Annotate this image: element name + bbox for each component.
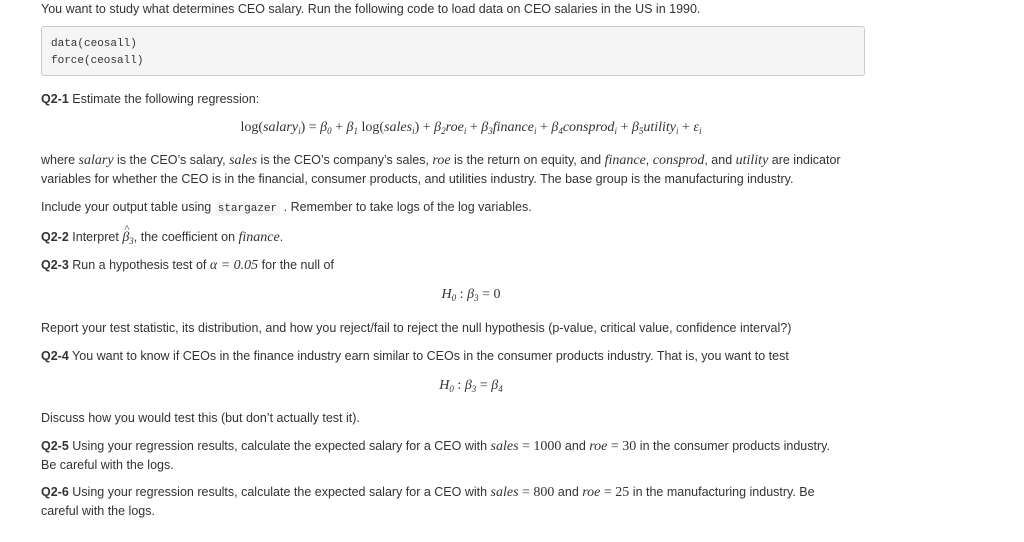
include-instruction [41, 198, 532, 218]
var-sales: sales [229, 153, 258, 168]
var-finance: finance [604, 153, 646, 168]
text-span: in the consumer products industry. [636, 439, 830, 453]
null-hypothesis-1: $H_0$ : $\beta_3 = 0$ [441, 287, 501, 303]
intro-text: You want to study what determines CEO salary. Run the following code to load data on CEO salaries in the US in 1990. [41, 2, 701, 16]
question-label: Q2-5 [41, 439, 69, 453]
question-q2-2 [41, 228, 283, 247]
var-salary: salary [78, 153, 114, 168]
text-span: is the CEO’s company’s sales, [257, 153, 433, 167]
var-consprod: consprod [652, 153, 705, 168]
text-span: , the coefficient on [133, 230, 239, 244]
var-utility: utility [735, 153, 769, 168]
variable-description [41, 151, 886, 188]
stargazer-code: stargazer [215, 202, 280, 216]
var-sales: sales [490, 439, 519, 454]
text-span: where [41, 153, 79, 167]
text-span: . [279, 230, 284, 244]
beta3-hat: ^ $\beta_3$ [122, 229, 133, 247]
var-roe: roe [432, 153, 451, 168]
alpha-value: α = 0.05 [209, 258, 259, 273]
text-span: Interpret [72, 230, 123, 244]
var-roe: roe [582, 485, 601, 500]
text-line: careful with the logs. [41, 504, 155, 518]
question-q2-5 [41, 437, 886, 474]
question-q2-3 [41, 256, 334, 275]
text-span: for the null of [258, 258, 334, 272]
text-span: Include your output table using [41, 200, 215, 214]
roe-value: = 25 [600, 485, 630, 500]
sales-value: = 800 [518, 485, 555, 500]
question-q2-4 [41, 347, 789, 365]
text-span: , and [704, 153, 736, 167]
text-span: . Remember to take logs of the log variables. [280, 200, 532, 214]
roe-value: = 30 [607, 439, 637, 454]
question-q2-1 [41, 90, 259, 108]
report-instruction: Report your test statistic, its distribution, and how you reject/fail to reject the null hypothesis (p-value, critical value, confidence interval?) [41, 321, 792, 335]
text-span: Using your regression results, calculate the expected salary for a CEO with [72, 439, 491, 453]
text-span: is the return on equity, and [450, 153, 605, 167]
sales-value: = 1000 [518, 439, 562, 454]
code-line: data(ceosall) [51, 38, 137, 50]
text-span: Run a hypothesis test of [72, 258, 210, 272]
text-span: in the manufacturing industry. Be [629, 485, 815, 499]
var-roe: roe [589, 439, 608, 454]
var-finance: finance [238, 230, 280, 245]
question-q2-6 [41, 483, 886, 520]
question-text: You want to know if CEOs in the finance industry earn similar to CEOs in the consumer products industry. That is, you want to test [72, 349, 789, 363]
question-label: Q2-2 [41, 230, 69, 244]
regression-equation: log(salary$_i$) = $\beta_0 + \beta_1$ log(sales$_i$) + $\beta_2roe_i$ + $\beta_3finance_i$ + $\beta_4consprod_i$ + $\beta_5utility_i + \varepsilon_i$ [240, 120, 702, 136]
null-hypothesis-2: $H_0$ : $\beta_3 = \beta_4$ [439, 378, 503, 394]
question-label: Q2-4 [41, 349, 69, 363]
discuss-instruction: Discuss how you would test this (but don’t actually test it). [41, 411, 360, 425]
var-sales: sales [490, 485, 519, 500]
question-label: Q2-6 [41, 485, 69, 499]
text-span: and [554, 485, 583, 499]
code-line: force(ceosall) [51, 55, 144, 67]
text-line: Be careful with the logs. [41, 458, 174, 472]
question-label: Q2-1 [41, 92, 69, 106]
question-label: Q2-3 [41, 258, 69, 272]
code-block[interactable] [41, 26, 865, 76]
text-span: Using your regression results, calculate the expected salary for a CEO with [72, 485, 491, 499]
text-span: , [645, 153, 653, 167]
text-span: and [561, 439, 590, 453]
question-text: Estimate the following regression: [72, 92, 260, 106]
text-span: is the CEO’s salary, [113, 153, 230, 167]
text-span: are indicator variables for whether the CEO is in the financial, consumer products, and utilities industry. The base group is the manufacturing industry. [41, 153, 841, 186]
